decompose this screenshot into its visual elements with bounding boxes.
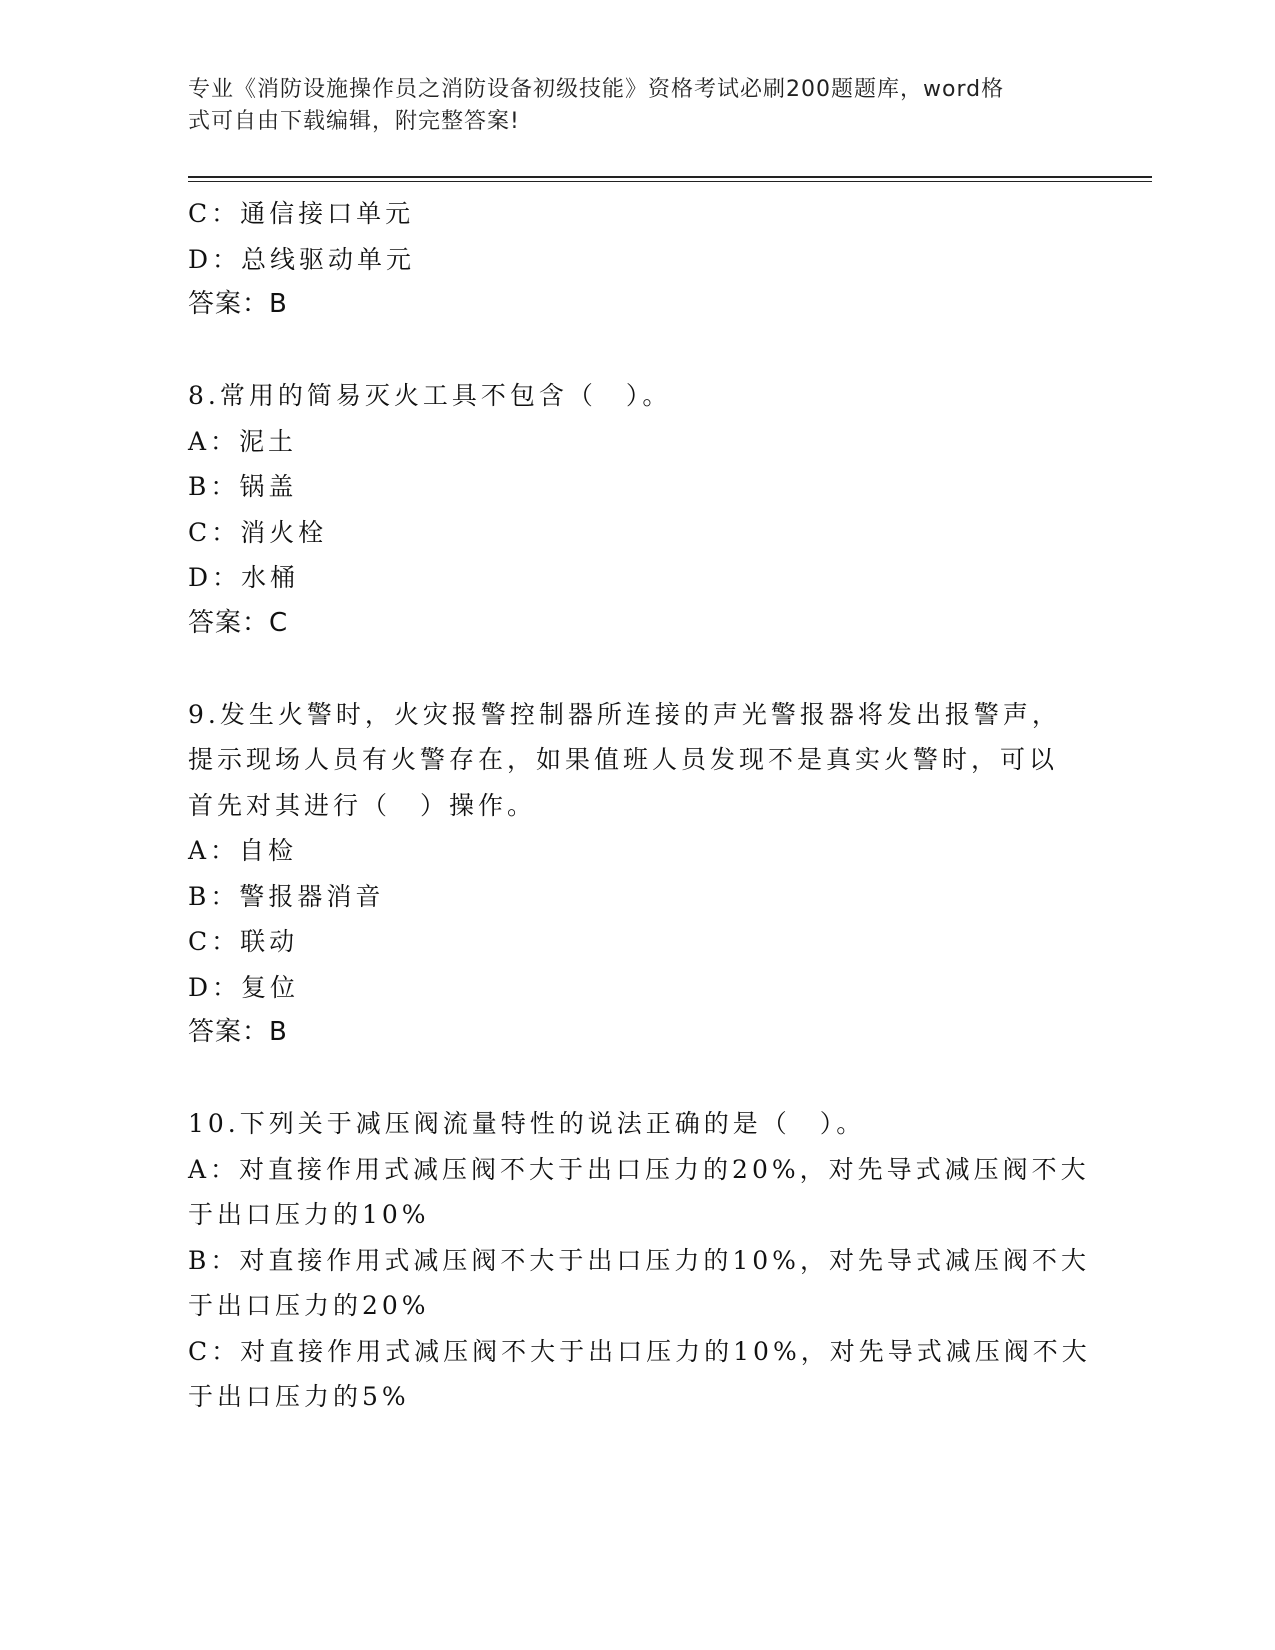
question-7-tail: [188, 191, 1068, 328]
document-header: [188, 74, 1068, 138]
header-divider-thin: [188, 181, 1152, 182]
question-9: [188, 692, 1068, 1056]
question-stem: 首先对其进行（ ）操作。: [188, 790, 537, 820]
spacer: [188, 646, 1068, 692]
answer-line: 答案：B: [188, 289, 288, 319]
option-a: A：自检: [188, 836, 298, 865]
question-10: [188, 1101, 1091, 1420]
question-8: [188, 373, 1068, 646]
option-a-continued: 于出口压力的10%: [188, 1200, 430, 1229]
option-b: B：锅盖: [188, 472, 298, 501]
question-content: [188, 191, 1091, 1420]
option-d: D：复位: [188, 972, 300, 1002]
option-c: C：通信接口单元: [188, 199, 415, 228]
answer-line: 答案：C: [188, 607, 289, 638]
spacer: [188, 1056, 1068, 1102]
option-b: B：对直接作用式减压阀不大于出口压力的10%，对先导式减压阀不大: [188, 1245, 1090, 1275]
option-c: C：联动: [188, 927, 299, 956]
question-stem: 9.发生火警时，火灾报警控制器所连接的声光警报器将发出报警声，: [188, 699, 1061, 729]
header-line-2: 式可自由下载编辑，附完整答案!: [188, 109, 520, 134]
header-line-1: 专业《消防设施操作员之消防设备初级技能》资格考试必刷200题题库，word格: [188, 77, 1005, 102]
option-d: D：水桶: [188, 563, 300, 592]
option-a: A：对直接作用式减压阀不大于出口压力的20%，对先导式减压阀不大: [188, 1154, 1090, 1184]
option-c-continued: 于出口压力的5%: [188, 1382, 410, 1411]
option-c: C：消火栓: [188, 517, 328, 547]
question-stem: 10.下列关于减压阀流量特性的说法正确的是（ ）。: [188, 1109, 866, 1138]
answer-line: 答案：B: [188, 1017, 288, 1047]
header-divider-thick: [188, 176, 1152, 178]
option-d: D：总线驱动单元: [188, 244, 416, 274]
question-stem: 提示现场人员有火警存在，如果值班人员发现不是真实火警时，可以: [188, 745, 1059, 774]
option-a: A：泥土: [188, 426, 298, 456]
option-c: C：对直接作用式减压阀不大于出口压力的10%，对先导式减压阀不大: [188, 1336, 1091, 1366]
spacer: [188, 328, 1068, 374]
option-b-continued: 于出口压力的20%: [188, 1291, 430, 1320]
option-b: B：警报器消音: [188, 881, 385, 911]
question-stem: 8.常用的简易灭火工具不包含（ ）。: [188, 381, 672, 410]
